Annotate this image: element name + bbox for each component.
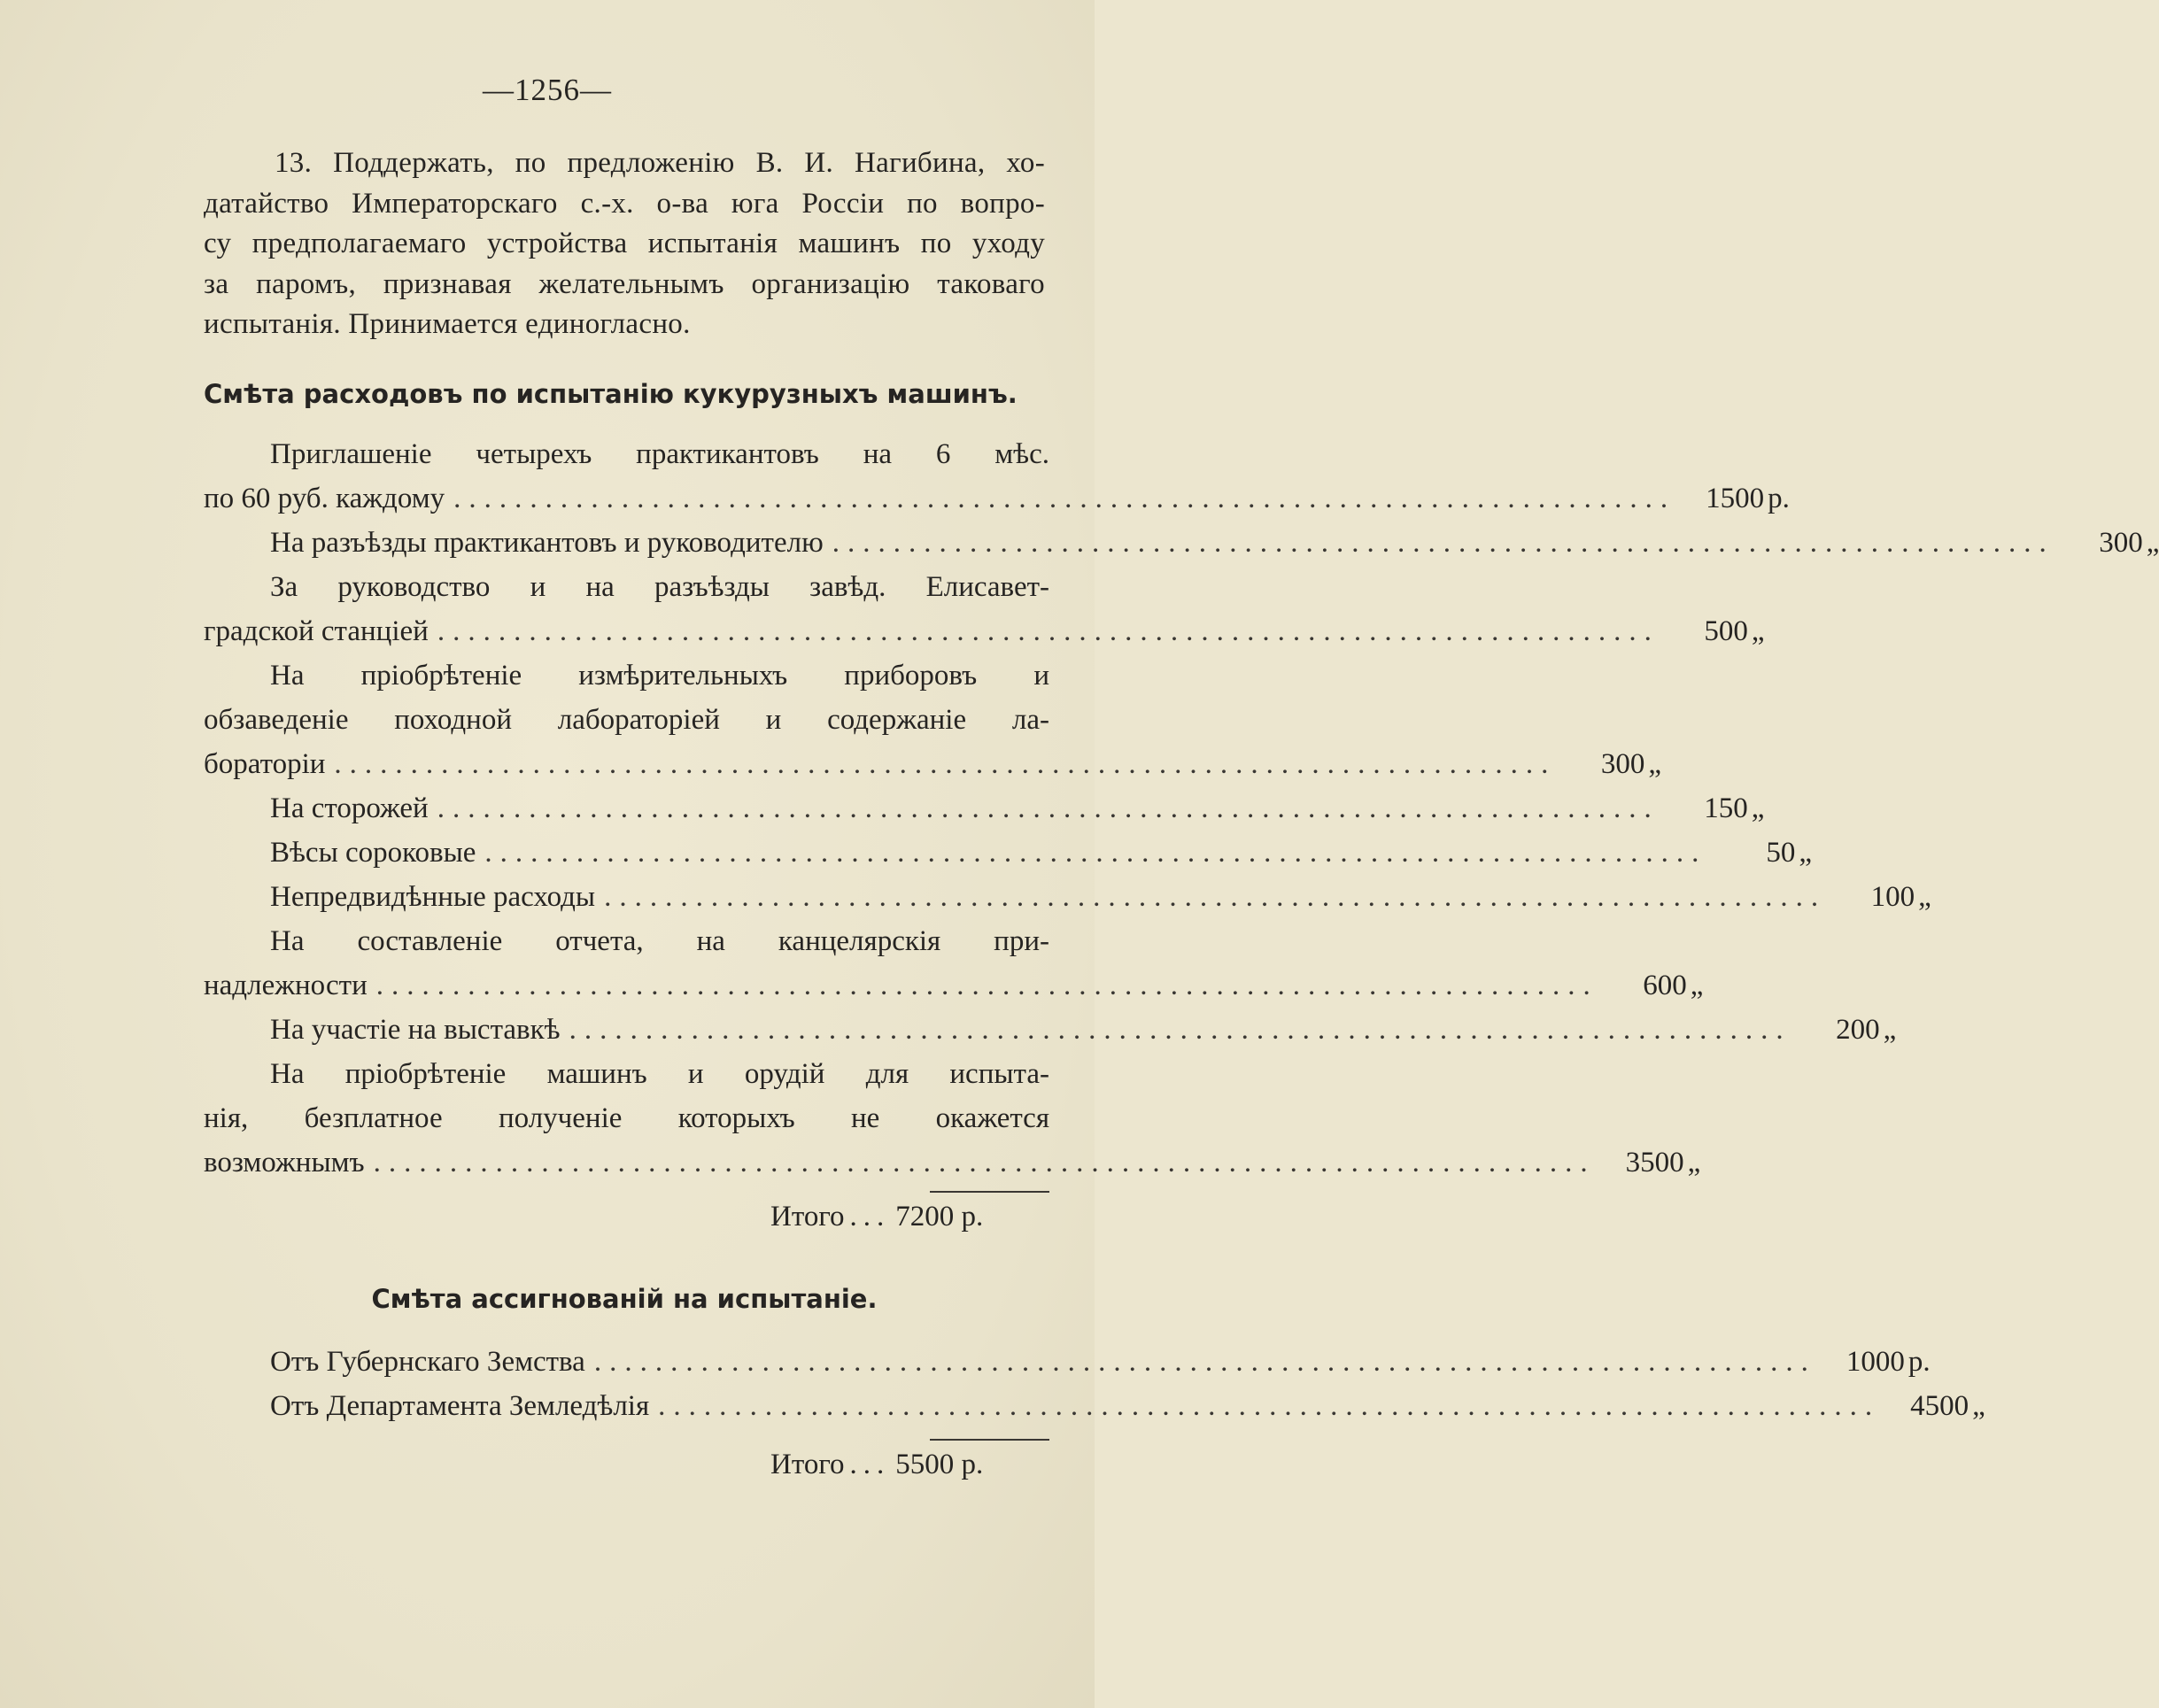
paragraph-line: 13. Поддержать, по предложенію В. И. Нагибина, хо- bbox=[275, 147, 1045, 179]
item-label: Отъ Губернскаго Земства bbox=[270, 1346, 585, 1378]
item-amount: 4500 bbox=[1910, 1390, 1969, 1422]
item-label: На разъѣзды практикантовъ и руководителю bbox=[270, 527, 824, 559]
expense-item-line: Приглашеніе четырехъ практикантовъ на 6 мѣс. bbox=[270, 438, 1049, 470]
item-amount: 500 bbox=[1704, 615, 1748, 647]
leader-dots: ................................................................................ bbox=[484, 837, 1707, 869]
leader-row bbox=[204, 742, 1662, 786]
leader-dots: ................................................................................ bbox=[569, 1014, 1791, 1046]
resolution-paragraph bbox=[204, 143, 1045, 345]
item-amount: 300 bbox=[2099, 527, 2143, 559]
allocations-heading: Смѣта ассигнованій на испытаніе. bbox=[371, 1284, 878, 1314]
item-label: градской станціей bbox=[204, 615, 429, 647]
leader-row bbox=[204, 1384, 1985, 1428]
expense-item bbox=[204, 919, 1704, 1008]
expense-item-line: На пріобрѣтеніе машинъ и орудій для испыта- bbox=[270, 1058, 1049, 1090]
paragraph-line: за паромъ, признавая желательнымъ организацію таковаго bbox=[204, 267, 1045, 300]
leader-row bbox=[204, 1008, 1897, 1052]
item-label: по 60 руб. каждому bbox=[204, 483, 445, 514]
expense-item-line: нія, безплатное полученіе которыхъ не окажется bbox=[204, 1102, 1049, 1134]
leader-row bbox=[204, 786, 1765, 831]
expense-item bbox=[204, 875, 1931, 919]
item-amount: 300 bbox=[1600, 748, 1645, 780]
page-number: —1256— bbox=[483, 73, 612, 107]
item-label: бораторіи bbox=[204, 748, 326, 780]
leader-row bbox=[204, 609, 1765, 653]
leader-dots: ................................................................................ bbox=[375, 970, 1598, 1001]
item-amount: 3500 bbox=[1625, 1147, 1684, 1179]
item-amount: 600 bbox=[1643, 970, 1687, 1001]
item-unit: р. bbox=[1768, 483, 1790, 514]
item-unit: „ bbox=[1690, 970, 1704, 1001]
expenses-total-dots: ... bbox=[849, 1201, 891, 1233]
paragraph-line: су предполагаемаго устройства испытанія машинъ по уходу bbox=[204, 228, 1045, 259]
item-unit: р. bbox=[1908, 1346, 1931, 1378]
item-unit: „ bbox=[1648, 748, 1662, 780]
expense-item bbox=[204, 565, 1765, 653]
expense-item bbox=[204, 521, 2159, 565]
leader-dots: ................................................................................ bbox=[334, 748, 1557, 780]
leader-dots: ................................................................................ bbox=[373, 1147, 1596, 1179]
leader-dots: ................................................................................ bbox=[658, 1390, 1881, 1422]
leader-row bbox=[204, 1140, 1701, 1185]
expense-item-line: обзаведеніе походной лабораторіей и содержаніе ла- bbox=[204, 704, 1049, 736]
expense-item bbox=[204, 786, 1765, 831]
expense-item bbox=[204, 831, 1813, 875]
allocations-total-label: Итого bbox=[770, 1449, 845, 1480]
item-amount: 1000 bbox=[1846, 1346, 1905, 1378]
expense-item-line: На пріобрѣтеніе измѣрительныхъ приборовъ и bbox=[270, 660, 1049, 692]
item-unit: „ bbox=[1751, 615, 1765, 647]
expenses-total-rule bbox=[930, 1191, 1049, 1193]
leader-row bbox=[204, 875, 1931, 919]
item-label: Непредвидѣнные расходы bbox=[270, 881, 596, 913]
allocations-total bbox=[770, 1449, 983, 1481]
leader-dots: ................................................................................ bbox=[832, 527, 2055, 559]
expenses-heading: Смѣта расходовъ по испытанію кукурузныхъ машинъ. bbox=[204, 379, 1018, 409]
paragraph-line: испытанія. Принимается единогласно. bbox=[204, 308, 691, 340]
item-label: На сторожей bbox=[270, 792, 429, 824]
item-amount: 150 bbox=[1704, 792, 1748, 824]
allocations-total-rule bbox=[930, 1439, 1049, 1441]
expense-item bbox=[204, 432, 1790, 521]
leader-row bbox=[204, 963, 1704, 1008]
item-unit: „ bbox=[1799, 837, 1813, 869]
item-unit: „ bbox=[1918, 881, 1931, 913]
leader-row bbox=[204, 521, 2159, 565]
expenses-total-label: Итого bbox=[770, 1201, 845, 1233]
item-amount: 1500 bbox=[1706, 483, 1765, 514]
item-amount: 50 bbox=[1766, 837, 1796, 869]
leader-row bbox=[204, 1340, 1931, 1384]
leader-dots: ................................................................................ bbox=[437, 792, 1660, 824]
item-label: Вѣсы сороковые bbox=[270, 837, 476, 869]
allocations-total-unit: р. bbox=[961, 1449, 984, 1480]
allocations-total-amount: 5500 bbox=[895, 1449, 955, 1480]
leader-dots: ................................................................................ bbox=[593, 1346, 1816, 1378]
leader-dots: ................................................................................ bbox=[437, 615, 1660, 647]
expense-item bbox=[204, 1052, 1701, 1185]
item-unit: „ bbox=[1751, 792, 1765, 824]
leader-dots: ................................................................................ bbox=[453, 483, 1676, 514]
item-unit: „ bbox=[1687, 1147, 1701, 1179]
expense-item-line: На составленіе отчета, на канцелярскія при- bbox=[270, 925, 1049, 957]
item-label: возможнымъ bbox=[204, 1147, 365, 1179]
item-unit: „ bbox=[1883, 1014, 1897, 1046]
item-amount: 100 bbox=[1870, 881, 1915, 913]
expense-item-line: За руководство и на разъѣзды завѣд. Елисавет- bbox=[270, 571, 1049, 603]
expense-item bbox=[204, 653, 1662, 786]
leader-row bbox=[204, 831, 1813, 875]
leader-dots: ................................................................................ bbox=[604, 881, 1827, 913]
allocations-total-dots: ... bbox=[849, 1449, 891, 1480]
allocations-list bbox=[204, 1340, 1985, 1428]
item-unit: „ bbox=[1972, 1390, 1985, 1422]
item-label: надлежности bbox=[204, 970, 368, 1001]
item-label: Отъ Департамента Земледѣлія bbox=[270, 1390, 650, 1422]
expenses-total bbox=[770, 1201, 983, 1233]
item-amount: 200 bbox=[1836, 1014, 1880, 1046]
item-unit: „ bbox=[2146, 527, 2159, 559]
expenses-list bbox=[204, 432, 2159, 1185]
item-label: На участіе на выставкѣ bbox=[270, 1014, 561, 1046]
expenses-total-amount: 7200 bbox=[895, 1201, 955, 1233]
paragraph-line: датайство Императорскаго с.-х. о-ва юга Россіи по вопро- bbox=[204, 187, 1045, 220]
expense-item bbox=[204, 1008, 1897, 1052]
expenses-total-unit: р. bbox=[961, 1201, 984, 1233]
leader-row bbox=[204, 476, 1790, 521]
